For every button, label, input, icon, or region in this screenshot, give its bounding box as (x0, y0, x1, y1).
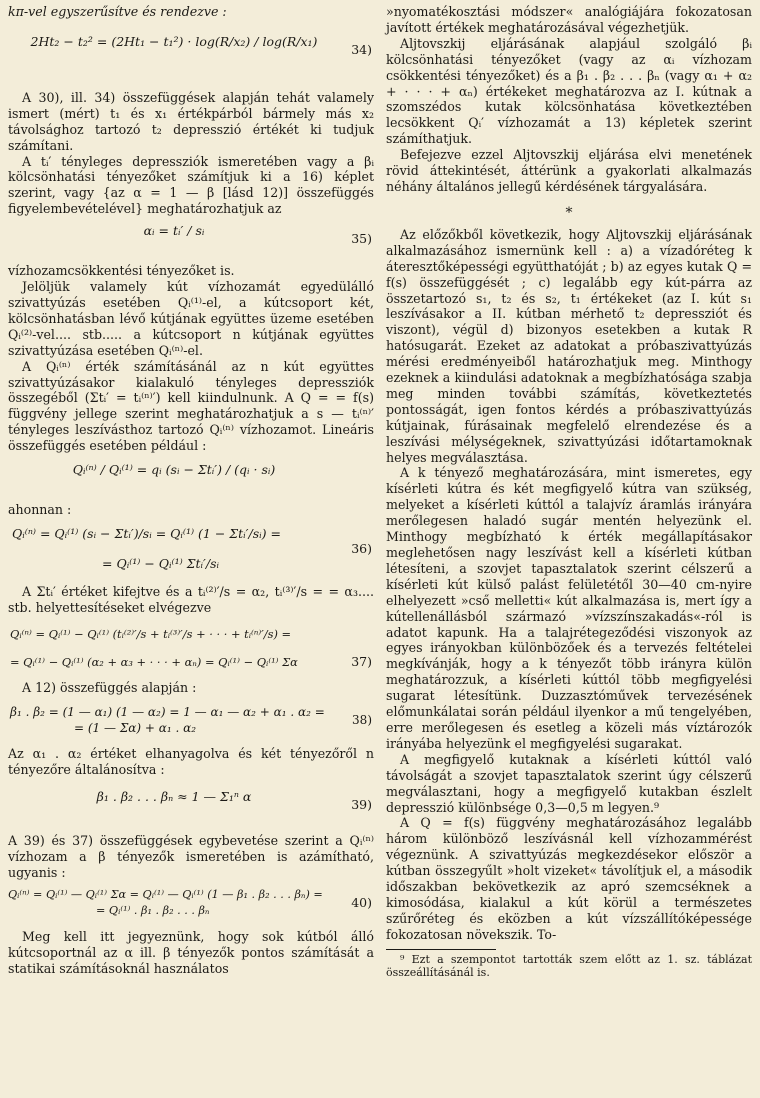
footnote-9: ⁹ Ezt a szempontot tartották szem előtt az 1. sz. táblázat összeállításánál is. (386, 952, 752, 979)
equation-37-line-2: = Qᵢ⁽¹⁾ − Qᵢ⁽¹⁾ (α₂ + α₃ + · · · + αₙ) = Qᵢ⁽¹⁾ − Qᵢ⁽¹⁾ Σα (10, 654, 298, 669)
paragraph-note-many-wells: Meg kell itt jegyeznünk, hogy sok kútból álló kútcsoportnál az α ill. β tényezők pontos számítását a statikai számításoknál használatos (8, 929, 374, 976)
equation-34-number: 34) (351, 41, 372, 57)
paragraph-observation-wells: A megfigyelő kutaknak a kísérleti kúttól való távolságát a szovjet tapasztalatok szerint úgy célszerű megválasztani, hogy a megfigyelő kutakban észlelt depresszió különbsége 0,3—0,5 m legyen.⁹ (386, 751, 752, 815)
paragraph-notation: Jelöljük valamely kút vízhozamát egyedülálló szivattyúzás esetében Qᵢ⁽¹⁾-el, a kútcsoport két, kölcsönhatásban lévő kútjának együttes üzeme esetében Qᵢ⁽²⁾-vel.... stb..... a kútcsoport n kútjának együttes szivattyúzása esetében Qᵢ⁽ⁿ⁾-el. (8, 279, 374, 358)
equation-36 (8, 526, 374, 572)
equation-40-line-2: = Qᵢ⁽¹⁾ . β₁ . β₂ . . . βₙ (96, 904, 210, 918)
right-column (386, 4, 752, 979)
equation-ratio (8, 462, 374, 494)
paragraph-closing-overview: Befejezve ezzel Aljtovszkij eljárása elvi menetének rövid áttekintését, áttérünk a gyakorlati alkalmazás néhány általános jellegű kérdésének tárgyalására. (386, 147, 752, 194)
equation-40 (8, 887, 374, 919)
paragraph-39-and-37: A 39) és 37) összefüggések egybevetése szerint a Qᵢ⁽ⁿ⁾ vízhozam a β tényezők ismeretében is azámítható, ugyanis : (8, 833, 374, 881)
paragraph-q-function: A Q = f(s) függvény meghatározásához legalább három különböző leszívásnál kell vízhozammérést végeznünk. A szivattyúzás megkezdésekor először a kútban összegyűlt »holt vizeket« távolítjuk el, a második időszakban bekövetkezik az apró szemcséknek a kimosódása, kialakul a kút körül a természetes szűrőréteg és eközben a kút vízszállítóképessége fokozatosan növekszik. To- (386, 815, 752, 942)
equation-36-line-2: = Qᵢ⁽¹⁾ − Qᵢ⁽¹⁾ Σtᵢ′/sᵢ (102, 555, 220, 571)
paragraph-reduction-factors: vízhozamcsökkentési tényezőket is. (8, 263, 235, 279)
equation-36-line-1: Qᵢ⁽ⁿ⁾ = Qᵢ⁽¹⁾ (sᵢ − Σtᵢ′)/sᵢ = Qᵢ⁽¹⁾ (1 − Σtᵢ′/sᵢ) = (12, 525, 281, 541)
equation-36-number: 36) (351, 540, 372, 556)
equation-39-body: β₁ . β₂ . . . βₙ ≈ 1 — Σ₁ⁿ α (96, 789, 252, 805)
equation-37-line-1: Qᵢ⁽ⁿ⁾ = Qᵢ⁽¹⁾ − Qᵢ⁽¹⁾ (tᵢ⁽²⁾′/s + tᵢ⁽³⁾′/s + · · · + tᵢ⁽ⁿ⁾′/s) = (10, 626, 292, 641)
equation-40-line-1: Qᵢ⁽ⁿ⁾ = Qᵢ⁽¹⁾ — Qᵢ⁽¹⁾ Σα = Qᵢ⁽¹⁾ — Qᵢ⁽¹⁾ (1 — β₁ . β₂ . . . βₙ) = (8, 888, 323, 902)
paragraph-qn-calculation: A Qᵢ⁽ⁿ⁾ érték számításánál az n kút együttes szivattyúzásakor kialakuló tényleges depressziók összegéből (Σtᵢ′ = tᵢ⁽ⁿ⁾′) kell kiindulnunk. A Q = = f(s) függvény jellege szerint meghatározhatjuk a s — tᵢ⁽ⁿ⁾′ tényleges leszívásthoz tartozó Qᵢ⁽ⁿ⁾ vízhozamot. Lineáris összefüggés esetében például : (8, 358, 374, 454)
left-column (8, 4, 374, 977)
paragraph-moment-distribution: »nyomatékosztási módszer« analógiájára fokozatosan javított értékek meghatározásával végezhetjük. (386, 4, 752, 35)
equation-35-body: αᵢ = tᵢ′ / sᵢ (143, 223, 205, 239)
equation-35-number: 35) (351, 231, 372, 247)
equation-38-line-2: = (1 — Σα) + α₁ . α₂ (74, 720, 197, 735)
equation-39 (8, 789, 374, 821)
equation-37-number: 37) (351, 653, 372, 669)
paragraph-after-34: A 30), ill. 34) összefüggések alapján tehát valamely ismert (mért) t₁ és x₁ értékpárból bármely más x₂ távolsághoz tartozó t₂ depresszió értékét ki tudjuk számítani. (8, 89, 374, 153)
paragraph-actual-depression: A tᵢ′ tényleges depressziók ismeretében vagy a βᵢ kölcsönhatási tényezőket számítjuk ki a 16) képlet szerint, vagy {az α = 1 — β [lásd 12)] összefüggés figyelembevételével} meghatározhatjuk az (8, 153, 374, 217)
equation-34 (8, 34, 374, 66)
paragraph-substitutions: A Σtᵢ′ értéket kifejtve és a tᵢ⁽²⁾′/s = α₂, tᵢ⁽³⁾′/s = = α₃.... stb. helyettesítéseket elvégezve (8, 583, 374, 615)
paragraph-intro: kπ-vel egyszerűsítve és rendezve : (8, 4, 227, 19)
equation-35 (8, 223, 374, 255)
paragraph-requirements: Az előzőkből következik, hogy Aljtovszkij eljárásának alkalmazásához ismernünk kell : a) a vízadóréteg k áteresztőképességi együtthatóját ; b) az egyes kutak Q = f(s) összefüggését ; c) legalább egy kút-párra az összetartozó s₁, t₂ és s₂, t₁ értékeket (az I. kút s₁ leszívásakor a II. kútban mérhető t₂ depressziót és viszont), végül d) bizonyos esetekben a kutak R hatósugarát. Ezeket az adatokat a próbaszivattyúzás mérési eredményeiből határozhatjuk meg. Minthogy ezeknek a kiindulási adatoknak a megbízhatósága szabja meg minden további számítás, következtetés pontosságát, igen fontos kérdés a próbaszivattyúzás kútjainak, fúrásainak megfelelő elrendezése és a leszívási mélységeknek, szivattyúzási időtartamoknak helyes megválasztása. (386, 226, 752, 465)
paragraph-relation-12: A 12) összefüggés alapján : (22, 679, 197, 695)
footnote-rule (386, 949, 496, 950)
paragraph-k-factor: A k tényező meghatározására, mint ismeretes, egy kísérleti kútra és két megfigyelő kútra van szükség, melyeket a kísérleti kúttól a talajvíz áramlás irányára merőlegesen haladó sugár mentén helyezünk el. Minthogy megbízható k érték megállapításakor meglehetősen nagy leszívást kell a kísérleti kútban létesíteni, a szovjet tapasztalatok szerint célszerű a kísérleti kút külső palást felületétől 30—40 cm-nyire elhelyezett »cső melletti« kút alkalmazása is, mert így a kútellenállásból származó »vízszínszakadás«-ról is adatot kapunk. Ha a talajrétegeződési viszonyok az egyes irányokban különbözőek és a tervezés feltételei megkívánják, hogy a k tényezőt több irányra külön meghatározzuk, a kísérleti kúttól több megfigyelési sugarat létesítünk. Duzzasztóművek tervezésének előmunkálatai során például ilyenkor a mű tengelyében, erre merőlegesen és esetleg a közeli más víztározók irányába helyezünk el megfigyelési sugarakat. (386, 465, 752, 751)
equation-ratio-body: Qᵢ⁽ⁿ⁾ / Qᵢ⁽¹⁾ = qᵢ (sᵢ − Σtᵢ′) / (qᵢ · sᵢ) (72, 462, 276, 478)
paragraph-generalisation: Az α₁ . α₂ értéket elhanyagolva és két tényezőről n tényezőre általánosítva : (8, 745, 374, 777)
section-divider-star: * (565, 204, 573, 221)
equation-38-line-1: β₁ . β₂ = (1 — α₁) (1 — α₂) = 1 — α₁ — α₂ + α₁ . α₂ = (10, 704, 325, 719)
equation-39-number: 39) (351, 797, 372, 813)
equation-40-number: 40) (351, 895, 372, 911)
equation-34-body: 2Ht₂ − t₂² = (2Ht₁ − t₁²) · log(R/x₂) / log(R/x₁) (30, 33, 318, 49)
equation-38 (8, 704, 374, 736)
paragraph-ahonnan: ahonnan : (8, 502, 72, 518)
paragraph-aljtovszkij-factors: Aljtovszkij eljárásának alapjául szolgáló βᵢ kölcsönhatási tényezőket (vagy az αᵢ vízhozam csökkentési tényezőket) és a β₁ . β₂ . . . βₙ (vagy α₁ + α₂ + · · · + αₙ) értékeket meghatározva az I. kútnak a szomszédos kutak kölcsönhatása következtében lecsökkent Qᵢ′ vízhozamát a 13) képletek szerint számíthatjuk. (386, 35, 752, 147)
equation-37 (8, 626, 374, 670)
equation-38-number: 38) (352, 712, 372, 727)
